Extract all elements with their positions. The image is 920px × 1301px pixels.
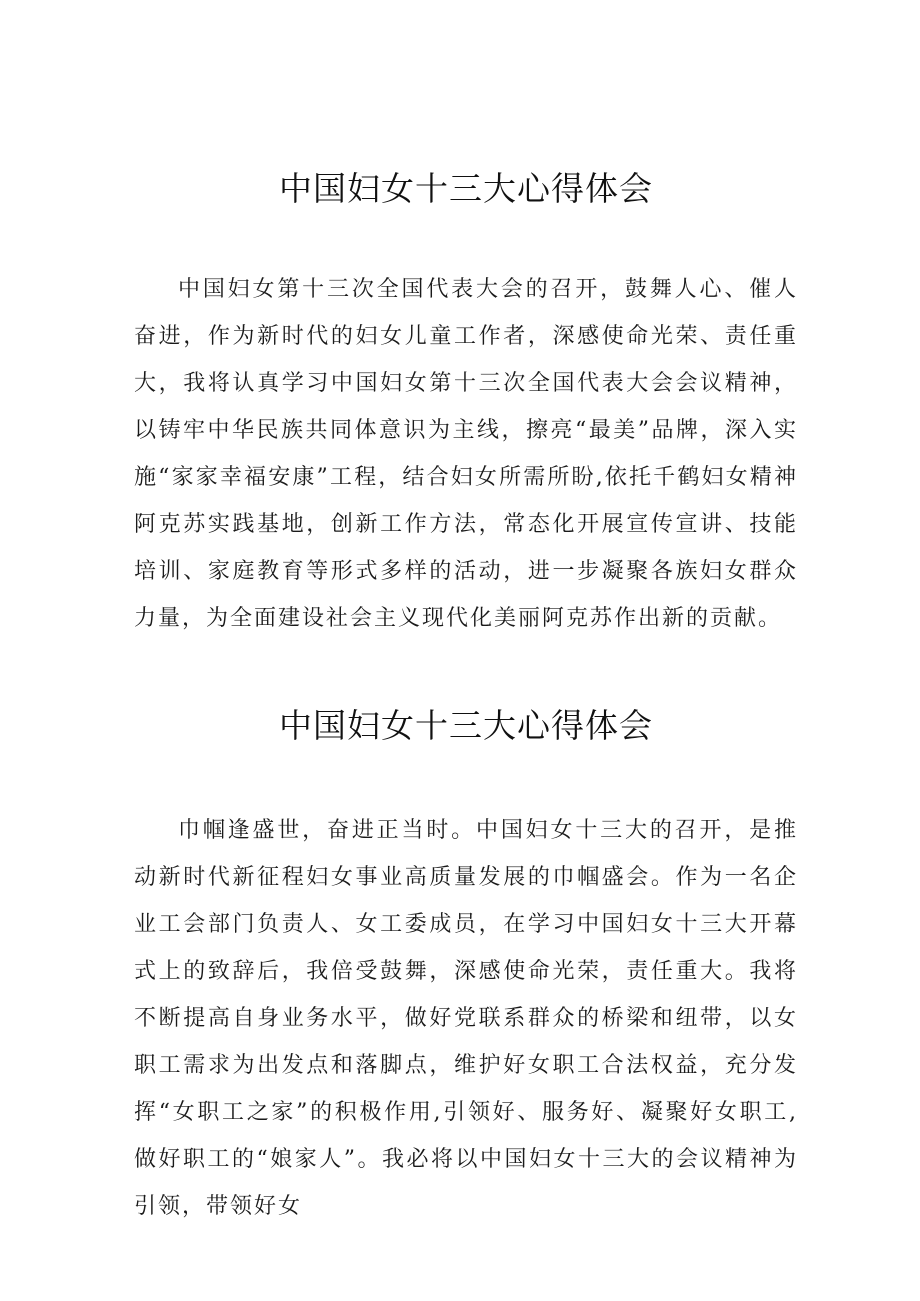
essay-title-2: 中国妇女十三大心得体会: [279, 706, 653, 745]
essay-section-1: [134, 166, 798, 642]
essay-body-1: 中国妇女第十三次全国代表大会的召开，鼓舞人心、催人奋进，作为新时代的妇女儿童工作者，深感使命光荣、责任重大，我将认真学习中国妇女第十三次全国代表大会会议精神，以铸牢中华民族共同体意识为主线，擦亮“最美”品牌，深入实施“家家幸福安康”工程，结合妇女所需所盼,依托千鹤妇女精神阿克苏实践基地，创新工作方法，常态化开展宣传宣讲、技能培训、家庭教育等形式多样的活动，进一步凝聚各族妇女群众力量，为全面建设社会主义现代化美丽阿克苏作出新的贡献。: [134, 277, 798, 631]
essay-title-1: 中国妇女十三大心得体会: [279, 169, 653, 208]
essay-body-2: 巾帼逢盛世，奋进正当时。中国妇女十三大的召开，是推动新时代新征程妇女事业高质量发展的巾帼盛会。作为一名企业工会部门负责人、女工委成员，在学习中国妇女十三大开幕式上的致辞后，我倍受鼓舞，深感使命光荣，责任重大。我将不断提高自身业务水平，做好党联系群众的桥梁和纽带，以女职工需求为出发点和落脚点，维护好女职工合法权益，充分发挥“女职工之家”的积极作用,引领好、服务好、凝聚好女职工,做好职工的“娘家人”。我必将以中国妇女十三大的会议精神为引领，带领好女: [134, 818, 798, 1219]
essay-section-2: [134, 703, 798, 1230]
